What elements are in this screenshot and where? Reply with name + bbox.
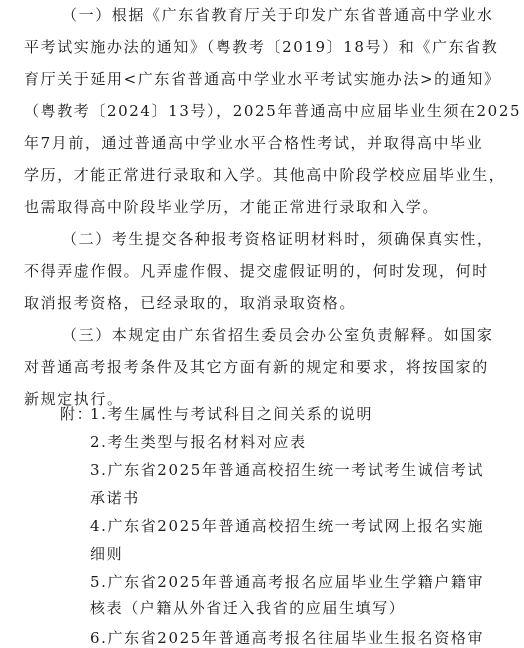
attachment-item-5-continuation: 核表（户籍从外省迁入我省的应届生填写） — [90, 599, 406, 617]
paragraph-3-line-1: （三）本规定由广东省招生委员会办公室负责解释。如国家 — [62, 326, 494, 344]
attachment-item-2: 2.考生类型与报名材料对应表 — [90, 433, 307, 451]
paragraph-1-line-1: （一）根据《广东省教育厅关于印发广东省普通高中学业水 — [62, 6, 494, 24]
paragraph-2-line-2: 不得弄虚作假。凡弄虚作假、提交虚假证明的，何时发现，何时 — [24, 262, 489, 280]
paragraph-2-line-3: 取消报考资格，已经录取的，取消录取资格。 — [24, 294, 357, 312]
paragraph-1-line-5: 年7月前，通过普通高中学业水平合格性考试，并取得高中毕业 — [24, 134, 484, 152]
paragraph-3-line-3: 新规定执行。 — [24, 390, 124, 408]
attachment-item-6: 6.广东省2025年普通高考报名往届毕业生报名资格审 — [90, 629, 485, 647]
paragraph-2-line-1: （二）考生提交各种报考资格证明材料时，须确保真实性， — [62, 230, 494, 248]
attachment-item-4: 4.广东省2025年普通高校招生统一考试网上报名实施 — [90, 517, 485, 535]
paragraph-1-line-2: 平考试实施办法的通知》（粤教考〔2019〕18号）和《广东省教 — [24, 38, 499, 56]
paragraph-1-line-3: 育厅关于延用<广东省普通高中学业水平考试实施办法>的通知》 — [24, 70, 501, 88]
paragraph-3-line-2: 对普通高考报考条件及其它方面有新的规定和要求，将按国家的 — [24, 358, 489, 376]
attachment-item-3: 3.广东省2025年普通高校招生统一考试考生诚信考试 — [90, 461, 485, 479]
attachment-item-3-continuation: 承诺书 — [90, 489, 140, 507]
paragraph-1-line-4: （粤教考〔2024〕13号），2025年普通高中应届毕业生须在2025 — [24, 102, 522, 120]
attachment-item-4-continuation: 细则 — [90, 545, 124, 563]
paragraph-1-line-7: 也需取得高中阶段毕业学历，才能正常进行录取和入学。 — [24, 198, 440, 216]
attachment-item-5: 5.广东省2025年普通高考报名应届毕业生学籍户籍审 — [90, 573, 485, 591]
attachments-heading: 附： — [60, 405, 94, 423]
paragraph-1-line-6: 学历，才能正常进行录取和入学。其他高中阶段学校应届毕业生， — [24, 166, 506, 184]
attachment-item-1: 1.考生属性与考试科目之间关系的说明 — [90, 405, 374, 423]
